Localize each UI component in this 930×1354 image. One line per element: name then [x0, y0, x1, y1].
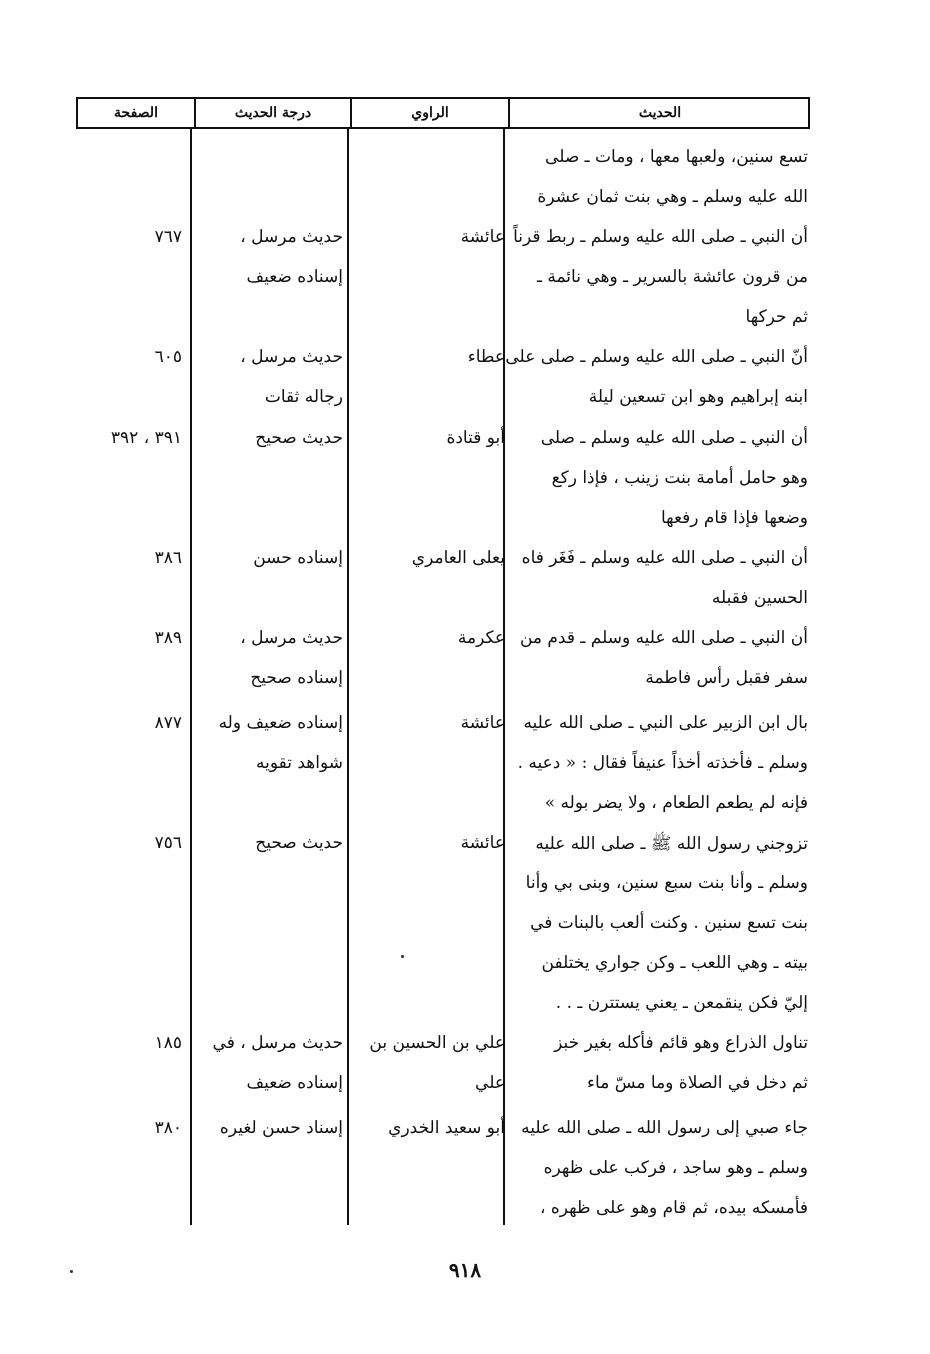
narrator-text: عائشة	[460, 833, 505, 853]
grade-text: شواهد تقويه	[255, 753, 343, 773]
hadith-text: أن النبي ـ صلى الله عليه وسلم ـ قدم من	[519, 628, 808, 648]
narrator-text: علي	[475, 1073, 505, 1093]
header-divider	[508, 99, 510, 127]
page-ref: ٦٠٥	[154, 347, 182, 367]
hadith-text: تزوجني رسول الله ﷺ ـ صلى الله عليه	[535, 834, 808, 854]
hadith-text: فأمسكه بيده، ثم قام وهو على ظهره ،	[540, 1198, 808, 1218]
grade-text: حديث مرسل ،	[240, 347, 343, 367]
page-ref: ٣٨٦	[154, 548, 182, 568]
page-ref: ٨٧٧	[154, 713, 182, 733]
header-page: الصفحة	[114, 105, 158, 121]
narrator-text: عائشة	[460, 227, 505, 247]
grade-text: رجاله ثقات	[264, 387, 343, 407]
narrator-text: عطاء	[467, 347, 505, 367]
speck	[70, 1270, 73, 1273]
grade-text: إسناده ضعيف	[246, 1073, 343, 1093]
page-ref: ٣٨٩	[154, 628, 182, 648]
page-ref: ٣٩١ ، ٣٩٢	[110, 428, 182, 448]
grade-text: حديث صحيح	[255, 428, 343, 448]
hadith-text: بال ابن الزبير على النبي ـ صلى الله عليه	[523, 713, 808, 733]
column-rule-narrator	[347, 129, 349, 1225]
hadith-text: الحسين فقبله	[711, 588, 808, 608]
page-ref: ٣٨٠	[154, 1118, 182, 1138]
narrator-text: يعلى العامري	[411, 548, 505, 568]
header-divider	[350, 99, 352, 127]
hadith-text: ثم دخل في الصلاة وما مسّ ماء	[587, 1073, 808, 1093]
page-number: ٩١٨	[448, 1258, 482, 1282]
hadith-text: تسع سنين، ولعبها معها ، ومات ـ صلى	[545, 147, 808, 167]
hadith-text: جاء صبي إلى رسول الله ـ صلى الله عليه	[521, 1118, 808, 1138]
narrator-text: أبو سعيد الخدري	[388, 1118, 505, 1138]
hadith-text: وسلم ـ فأخذته أخذاً عنيفاً فقال : « دعيه .	[517, 753, 808, 773]
hadith-text: وهو حامل أمامة بنت زينب ، فإذا ركع	[551, 468, 808, 488]
grade-text: حديث صحيح	[255, 833, 343, 853]
hadith-text: أن النبي ـ صلى الله عليه وسلم ـ صلى	[540, 428, 808, 448]
hadith-text: أنّ النبي ـ صلى الله عليه وسلم ـ صلى على	[505, 347, 808, 367]
hadith-text: وسلم ـ وهو ساجد ، فركب على ظهره	[543, 1158, 808, 1178]
speck	[401, 955, 404, 958]
hadith-text: أن النبي ـ صلى الله عليه وسلم ـ فَغَر فاه	[521, 548, 808, 568]
grade-text: إسناده ضعيف	[246, 267, 343, 287]
header-narrator: الراوي	[411, 105, 449, 121]
header-divider	[194, 99, 196, 127]
narrator-text: عكرمة	[457, 628, 505, 648]
narrator-text: أبو قتادة	[446, 428, 505, 448]
page-ref: ٧٦٧	[154, 227, 182, 247]
narrator-text: علي بن الحسين بن	[369, 1033, 505, 1053]
grade-text: حديث مرسل ،	[240, 628, 343, 648]
hadith-text: الله عليه وسلم ـ وهي بنت ثمان عشرة	[537, 187, 808, 207]
grade-text: إسناده صحيح	[250, 668, 343, 688]
hadith-text: ثم حركها	[745, 307, 808, 327]
grade-text: حديث مرسل ، في	[212, 1033, 343, 1053]
hadith-text: فإنه لم يطعم الطعام ، ولا يضر بوله »	[544, 793, 808, 813]
hadith-text: تناول الذراع وهو قائم فأكله بغير خبز	[554, 1033, 808, 1053]
hadith-text: ابنه إبراهيم وهو ابن تسعين ليلة	[588, 387, 808, 407]
page-ref: ٧٥٦	[154, 833, 182, 853]
narrator-text: عائشة	[460, 713, 505, 733]
table-header	[76, 97, 810, 129]
grade-text: إسناده ضعيف وله	[218, 713, 343, 733]
grade-text: حديث مرسل ،	[240, 227, 343, 247]
hadith-text: وضعها فإذا قام رفعها	[660, 508, 808, 528]
hadith-text: سفر فقبل رأس فاطمة	[645, 668, 808, 688]
hadith-text: أن النبي ـ صلى الله عليه وسلم ـ ربط قرناً	[513, 227, 808, 247]
hadith-text: بيته ـ وهي اللعب ـ وكن جواري يختلفن	[541, 953, 808, 973]
header-hadith: الحديث	[638, 105, 682, 121]
grade-text: إسناده حسن	[253, 548, 343, 568]
grade-text: إسناد حسن لغيره	[219, 1118, 343, 1138]
column-rule-hadith	[503, 129, 505, 1225]
hadith-text: بنت تسع سنين . وكنت ألعب بالبنات في	[530, 913, 808, 933]
hadith-text: إليّ فكن ينقمعن ـ يعني يستترن ـ . .	[555, 993, 808, 1013]
hadith-text: وسلم ـ وأنا بنت سبع سنين، وبنى بي وأنا	[525, 873, 808, 893]
header-grade: درجة الحديث	[234, 105, 312, 121]
page-ref: ١٨٥	[154, 1033, 182, 1053]
hadith-text: من قرون عائشة بالسرير ـ وهي نائمة ـ	[536, 267, 808, 287]
